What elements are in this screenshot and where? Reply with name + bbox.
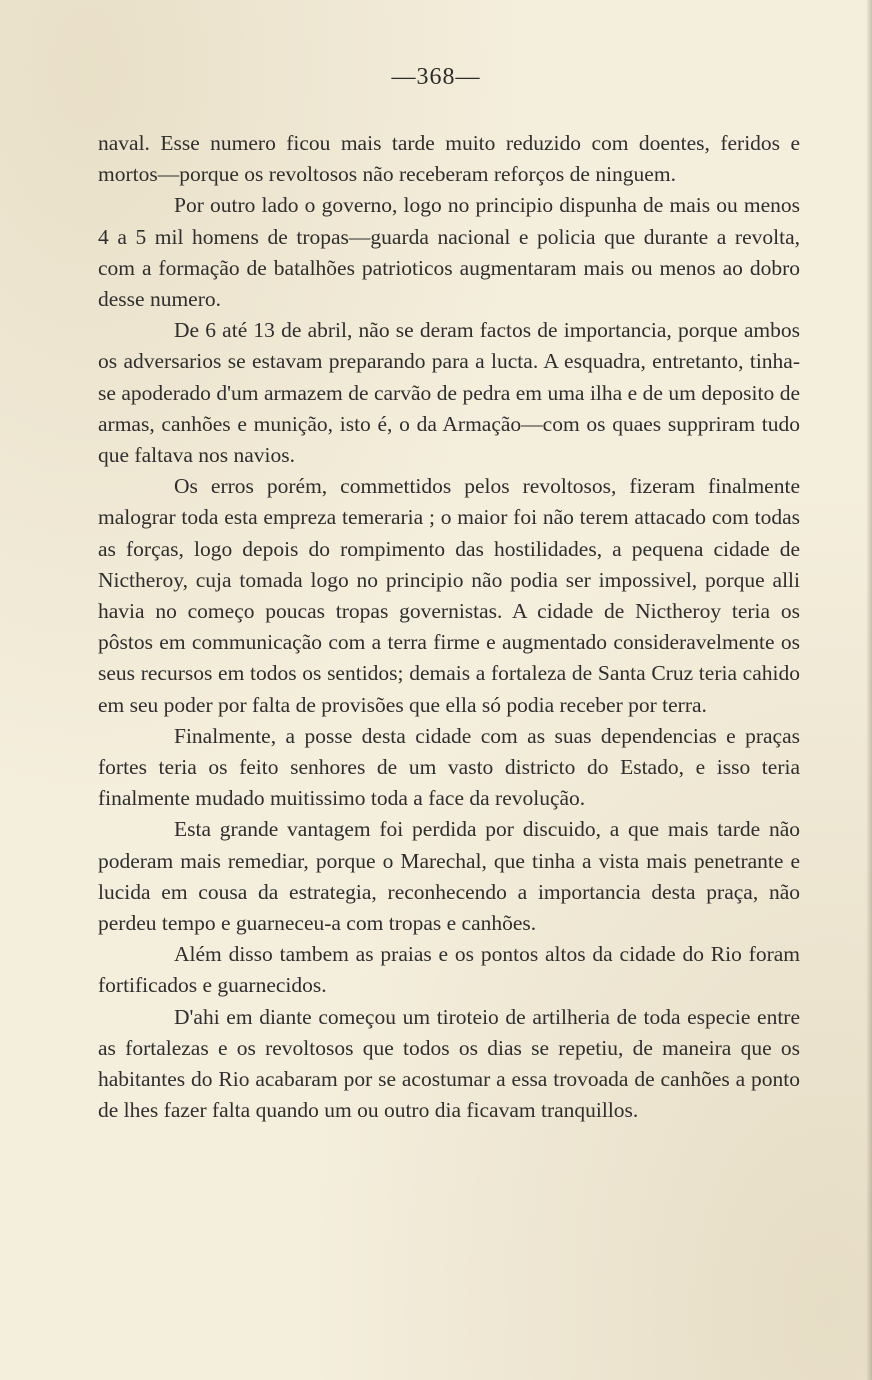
- paragraph-4: Os erros porém, commettidos pelos revoltosos, fizeram finalmente malograr toda esta empreza temeraria ; o maior foi não terem attacado com todas as forças, logo depois do rompimento das hostilidades, a pequena cidade de Nictheroy, cuja tomada logo no principio não podia ser impossivel, porque alli havia no começo poucas tropas governistas. A cidade de Nictheroy teria os pôstos em communicação com a terra firme e augmentado consideravelmente os seus recursos em todos os sentidos; demais a fortaleza de Santa Cruz teria cahido em seu poder por falta de provisões que ella só podia receber por terra.: [98, 474, 800, 717]
- paragraph-7: Além disso tambem as praias e os pontos altos da cidade do Rio foram fortificados e guarnecidos.: [98, 942, 800, 998]
- paragraph-2: Por outro lado o governo, logo no principio dispunha de mais ou menos 4 a 5 mil homens de tropas—guarda nacional e policia que durante a revolta, com a formação de batalhões patrioticos augmentaram mais ou menos ao dobro desse numero.: [98, 193, 800, 312]
- paragraph-3: De 6 até 13 de abril, não se deram factos de importancia, porque ambos os adversarios se estavam preparando para a lucta. A esquadra, entretanto, tinha-se apoderado d'um armazem de carvão de pedra em uma ilha e de um deposito de armas, canhões e munição, isto é, o da Armação—com os quaes suppriram tudo que faltava nos navios.: [98, 318, 800, 468]
- page-edge-shadow: [866, 0, 872, 1380]
- paragraph-5: Finalmente, a posse desta cidade com as suas dependencias e praças fortes teria os feito senhores de um vasto districto do Estado, e isso teria finalmente mudado muitissimo toda a face da revolução.: [98, 723, 800, 811]
- page-number: —368—: [391, 64, 481, 90]
- paragraph-1: naval. Esse numero ficou mais tarde muito reduzido com doentes, feridos e mortos—porque os revoltosos não receberam reforços de ninguem.: [98, 131, 800, 187]
- body-text: [98, 128, 800, 1127]
- paragraph-6: Esta grande vantagem foi perdida por discuido, a que mais tarde não poderam mais remediar, porque o Marechal, que tinha a vista mais penetrante e lucida em cousa da estrategia, reconhecendo a importancia desta praça, não perdeu tempo e guarneceu-a com tropas e canhões.: [98, 817, 800, 936]
- paragraph-8: D'ahi em diante começou um tiroteio de artilheria de toda especie entre as fortalezas e os revoltosos que todos os dias se repetiu, de maneira que os habitantes do Rio acabaram por se acostumar a essa trovoada de canhões a ponto de lhes fazer falta quando um ou outro dia ficavam tranquillos.: [98, 1004, 800, 1123]
